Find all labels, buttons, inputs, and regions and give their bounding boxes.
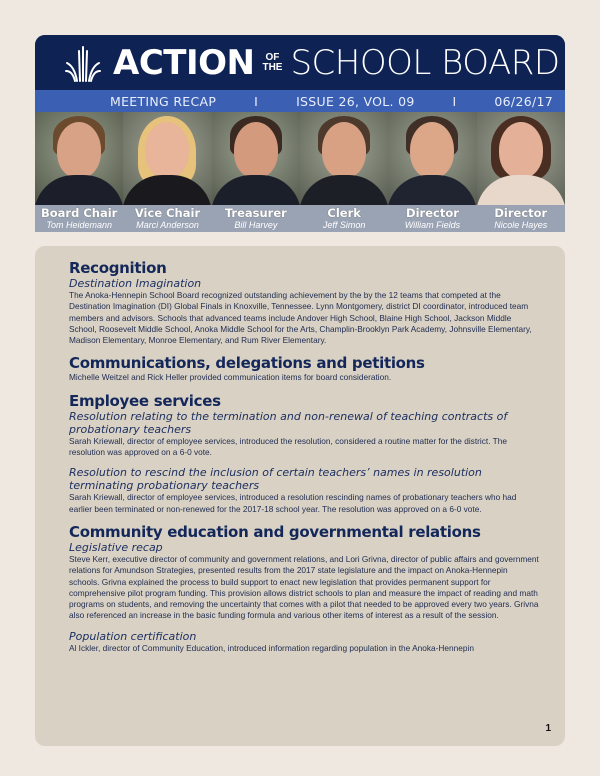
member-role: Treasurer xyxy=(224,206,287,220)
issue-bar xyxy=(35,90,565,112)
board-photos xyxy=(35,112,565,205)
caption-treasurer xyxy=(212,205,300,232)
photo-clerk xyxy=(300,112,388,205)
subtitle-termination-resolution: Resolution relating to the termination and non-renewal of teaching contracts of probationary teachers xyxy=(69,409,508,436)
member-name: Tom Heidemann xyxy=(46,220,113,230)
title-the: THE xyxy=(262,61,283,73)
photo-director-hayes xyxy=(477,112,565,205)
caption-vice-chair xyxy=(123,205,211,232)
member-role: Board Chair xyxy=(40,206,118,220)
photo-vice-chair xyxy=(123,112,211,205)
photo-director-fields xyxy=(388,112,476,205)
member-role: Vice Chair xyxy=(134,206,201,220)
title-school-board: SCHOOL BOARD xyxy=(290,42,560,83)
caption-director-fields xyxy=(388,205,476,232)
separator: I xyxy=(452,93,457,109)
page-number: 1 xyxy=(545,723,551,734)
paragraph-communications: Michelle Weitzel and Rick Heller provided communication items for board consideration. xyxy=(69,372,392,383)
paragraph-recognition: The Anoka-Hennepin School Board recognized outstanding achievement by the by the 12 teams that competed at the Destination Imagination (DI) Global Finals in Knoxville, Tennessee. Lynn Montgomery, district DI coordinator, introduced team members and advisors. Schools that advanced teams include Andover High School, Blaine High School, Jackson Middle School, Roosevelt Middle School, Anoka Middle School for the Arts, Champlin-Brooklyn Park Academy, Johnsville Elementary, Madison Elementary, Monroe Elementary, and Rum River Elementary. xyxy=(69,290,532,346)
issue-label: ISSUE 26, VOL. 09 xyxy=(296,93,415,109)
member-role: Director xyxy=(494,206,548,220)
board-captions xyxy=(35,205,565,232)
member-name: William Fields xyxy=(404,220,461,230)
subtitle-legislative-recap: Legislative recap xyxy=(69,540,163,554)
caption-director-hayes xyxy=(477,205,565,232)
section-title-community-education: Community education and governmental relations xyxy=(69,522,481,541)
title-action: ACTION xyxy=(113,42,255,83)
member-role: Director xyxy=(406,206,459,220)
meeting-recap-label: MEETING RECAP xyxy=(110,93,217,109)
paragraph-legislative-recap: Steve Kerr, executive director of community and government relations, and Lori Grivna, director of public affairs and government relations for Amundson Strategies, presented results from the 2017 state legislature and the impact on Anoka-Hennepin schools. Grivna explained the process to build support to enact new legislation that provides permanent support for comprehensive pilot program funding. This provision allows district schools to plan and measure the impact of reading and math programs on students, and removing the uncertainty that comes with a pilot that needed to be approved every two years. Grivna also referenced an increase in the basic funding formula and various other items of interest as a result of the session. xyxy=(69,553,539,621)
caption-board-chair xyxy=(35,205,123,232)
photo-treasurer xyxy=(212,112,300,205)
separator: I xyxy=(254,93,259,109)
section-title-recognition: Recognition xyxy=(69,259,167,277)
member-name: Marci Anderson xyxy=(136,220,199,230)
caption-clerk xyxy=(300,205,388,232)
member-name: Jeff Simon xyxy=(322,220,366,230)
member-name: Nicole Hayes xyxy=(494,220,548,230)
photo-board-chair xyxy=(35,112,123,205)
member-name: Bill Harvey xyxy=(234,220,278,230)
title-of-the xyxy=(262,53,282,73)
content-panel xyxy=(35,246,565,746)
member-role: Clerk xyxy=(327,206,361,220)
subtitle-rescind-resolution: Resolution to rescind the inclusion of certain teachers’ names in resolution terminating probationary teachers xyxy=(69,466,482,493)
paragraph-population-certification: Al Ickler, director of Community Education, introduced information regarding population in the Anoka-Hennepin xyxy=(69,642,474,653)
wheat-logo-icon xyxy=(65,43,101,83)
masthead xyxy=(35,35,565,232)
title-of: OF xyxy=(265,51,280,63)
subtitle-population-certification: Population certification xyxy=(69,629,197,643)
paragraph-rescind-resolution: Sarah Kriewall, director of employee services, introduced a resolution rescinding names of probationary teachers who had earlier been terminated or non-renewed for the 2017-18 school year. The resolution was approved on a 6-0 vote. xyxy=(69,492,517,514)
subtitle-destination-imagination: Destination Imagination xyxy=(69,277,202,290)
issue-date: 06/26/17 xyxy=(494,93,553,109)
section-title-communications: Communications, delegations and petitions xyxy=(69,354,425,373)
paragraph-termination-resolution: Sarah Kriewall, director of employee services, introduced the resolution, considered a routine matter for the district. The resolution was approved on a 6-0 vote. xyxy=(69,435,507,458)
section-title-employee-services: Employee services xyxy=(69,391,221,410)
title-bar xyxy=(35,35,565,90)
